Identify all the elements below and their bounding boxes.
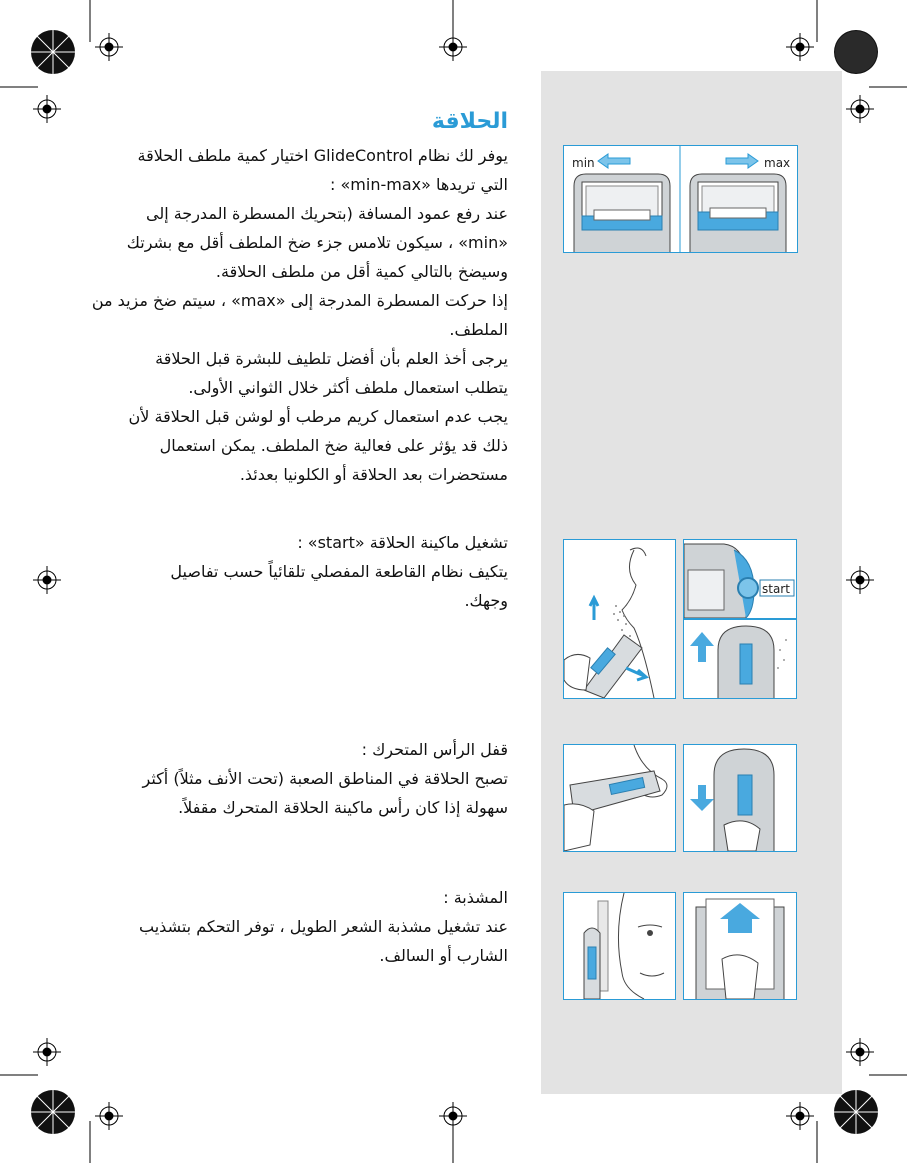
text-line: مستحضرات بعد الحلاقة أو الكلونيا بعدئذ.: [239, 465, 508, 484]
text-line: سهولة إذا كان رأس ماكينة الحلاقة المتحرك مقفلاً.: [178, 798, 508, 817]
lock-heading: قفل الرأس المتحرك :: [361, 740, 508, 759]
section-title-shaving: الحلاقة: [431, 109, 508, 134]
figure-start-button: [683, 539, 797, 619]
figure-trimmer-face: [563, 892, 676, 1000]
text-line: ذلك قد يؤثر على فعالية ضخ الملطف. يمكن استعمال: [159, 436, 508, 455]
start-heading: تشغيل ماكينة الحلاقة «start» :: [297, 533, 508, 552]
text-line: إذا حركت المسطرة المدرجة إلى «max» ، سيتم ضخ مزيد من: [91, 291, 508, 310]
figure-start-face: [563, 539, 676, 699]
text-line: يتكيف نظام القاطعة المفصلي تلقائياً حسب تفاصيل: [170, 562, 508, 581]
text-line: «min» ، سيكون تلامس جزء ضخ الملطف أقل مع بشرتك: [126, 233, 508, 252]
label-start: start: [762, 582, 790, 596]
text-line: يجب عدم استعمال كريم مرطب أو لوشن قبل الحلاقة لأن: [128, 407, 508, 426]
text-line: عند رفع عمود المسافة (بتحريك المسطرة المدرجة إلى: [145, 204, 508, 223]
section-start: [98, 528, 508, 615]
text-line: الشارب أو السالف.: [379, 946, 508, 965]
text-line: تصبح الحلاقة في المناطق الصعبة (تحت الأنف مثلاً) أكثر: [142, 769, 508, 788]
section-trimmer: [98, 883, 508, 970]
text-line: التي تريدها «min-max» :: [330, 175, 508, 194]
trimmer-heading: المشذبة :: [443, 888, 508, 907]
figure-trimmer-button: [683, 892, 797, 1000]
figure-lock-nose: [563, 744, 676, 852]
text-line: وجهك.: [464, 591, 508, 610]
text-line: الملطف.: [449, 320, 508, 339]
label-max: max: [764, 156, 791, 170]
label-min: min: [572, 156, 595, 170]
figure-pivot-head: [683, 619, 797, 699]
text-line: عند تشغيل مشذبة الشعر الطويل ، توفر التحكم بتشذيب: [139, 917, 508, 936]
text-line: يتطلب استعمال ملطف أكثر خلال الثواني الأولى.: [188, 378, 508, 397]
shaving-paragraph: [91, 141, 508, 489]
text-line: يوفر لك نظام GlideControl اختيار كمية ملطف الحلاقة: [137, 146, 508, 165]
section-shaving: [91, 107, 508, 489]
figure-lock-button: [683, 744, 797, 852]
text-line: وسيضخ بالتالي كمية أقل من ملطف الحلاقة.: [215, 262, 508, 281]
section-lock: [98, 735, 508, 822]
figure-min-max: [563, 145, 798, 253]
text-line: يرجى أخذ العلم بأن أفضل تلطيف للبشرة قبل الحلاقة: [155, 349, 508, 368]
